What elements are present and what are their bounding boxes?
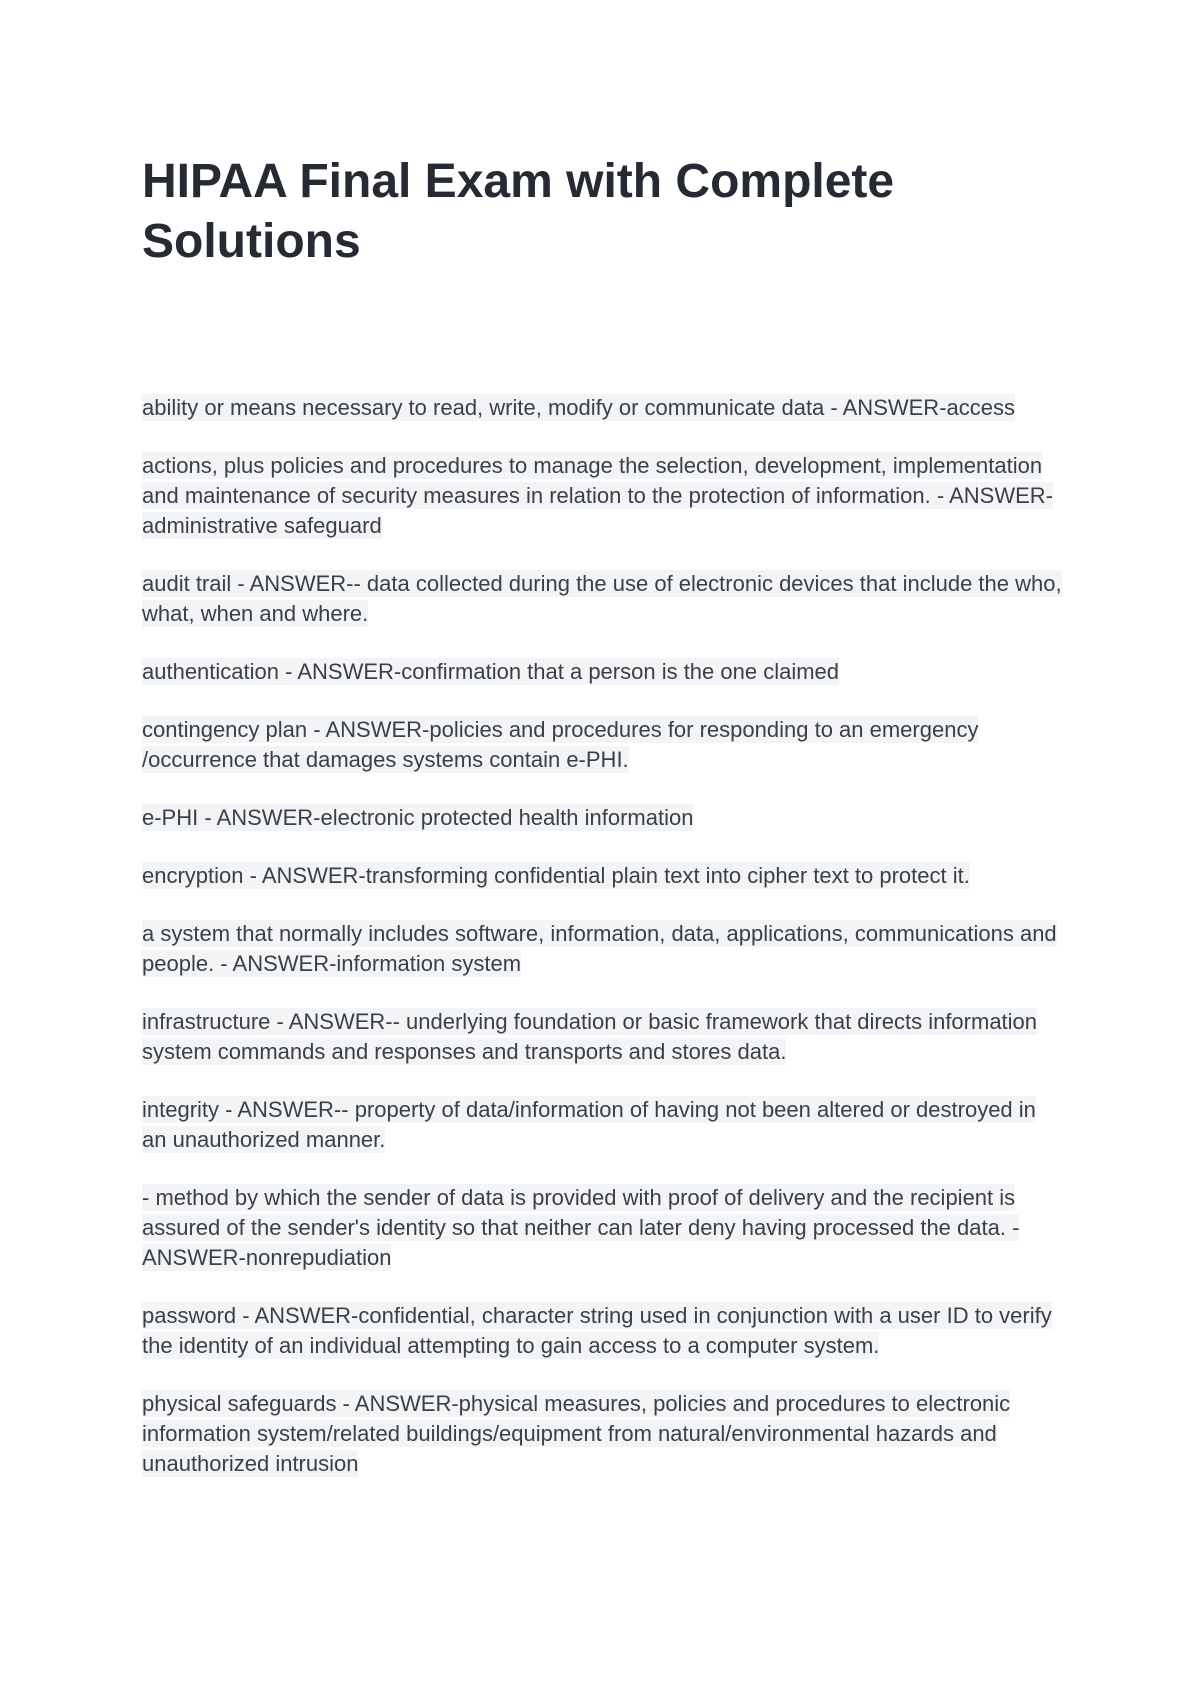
qa-entry-text: actions, plus policies and procedures to manage the selection, development, implementation and maintenance of security measures in relation to the protection of information. - ANSWER-administrative safeguard — [142, 453, 1053, 538]
qa-entry — [142, 803, 1062, 833]
qa-entry-text: integrity - ANSWER-- property of data/information of having not been altered or destroyed in an unauthorized manner. — [142, 1097, 1036, 1152]
qa-entry — [142, 1389, 1062, 1479]
qa-entry — [142, 393, 1062, 423]
qa-entry-text: a system that normally includes software, information, data, applications, communications and people. - ANSWER-information system — [142, 921, 1057, 976]
qa-entry-text: - method by which the sender of data is provided with proof of delivery and the recipient is assured of the sender's identity so that neither can later deny having processed the data. - ANSWER-nonrepudiation — [142, 1185, 1020, 1270]
qa-entry-text: ability or means necessary to read, write, modify or communicate data - ANSWER-access — [142, 395, 1015, 420]
qa-entry-text: infrastructure - ANSWER-- underlying foundation or basic framework that directs information system commands and responses and transports and stores data. — [142, 1009, 1038, 1064]
qa-entry — [142, 1095, 1062, 1155]
qa-entry — [142, 569, 1062, 629]
qa-entry-text: e-PHI - ANSWER-electronic protected health information — [142, 805, 694, 830]
qa-entry-text: contingency plan - ANSWER-policies and procedures for responding to an emergency /occurrence that damages systems contain e-PHI. — [142, 717, 979, 772]
qa-entry-text: encryption - ANSWER-transforming confidential plain text into cipher text to protect it. — [142, 863, 970, 888]
qa-entry — [142, 919, 1062, 979]
qa-list — [142, 393, 1062, 1507]
qa-entry — [142, 657, 1062, 687]
qa-entry-text: audit trail - ANSWER-- data collected during the use of electronic devices that include the who, what, when and where. — [142, 571, 1062, 626]
qa-entry — [142, 861, 1062, 891]
qa-entry — [142, 1007, 1062, 1067]
qa-entry-text: password - ANSWER-confidential, character string used in conjunction with a user ID to verify the identity of an individual attempting to gain access to a computer system. — [142, 1303, 1052, 1358]
page-title: HIPAA Final Exam with Complete Solutions — [142, 155, 895, 268]
qa-entry — [142, 451, 1062, 541]
qa-entry — [142, 715, 1062, 775]
qa-entry-text: physical safeguards - ANSWER-physical measures, policies and procedures to electronic information system/related buildings/equipment from natural/environmental hazards and unauthorized intrusion — [142, 1391, 1011, 1476]
qa-entry — [142, 1183, 1062, 1273]
qa-entry-text: authentication - ANSWER-confirmation that a person is the one claimed — [142, 659, 840, 684]
qa-entry — [142, 1301, 1062, 1361]
